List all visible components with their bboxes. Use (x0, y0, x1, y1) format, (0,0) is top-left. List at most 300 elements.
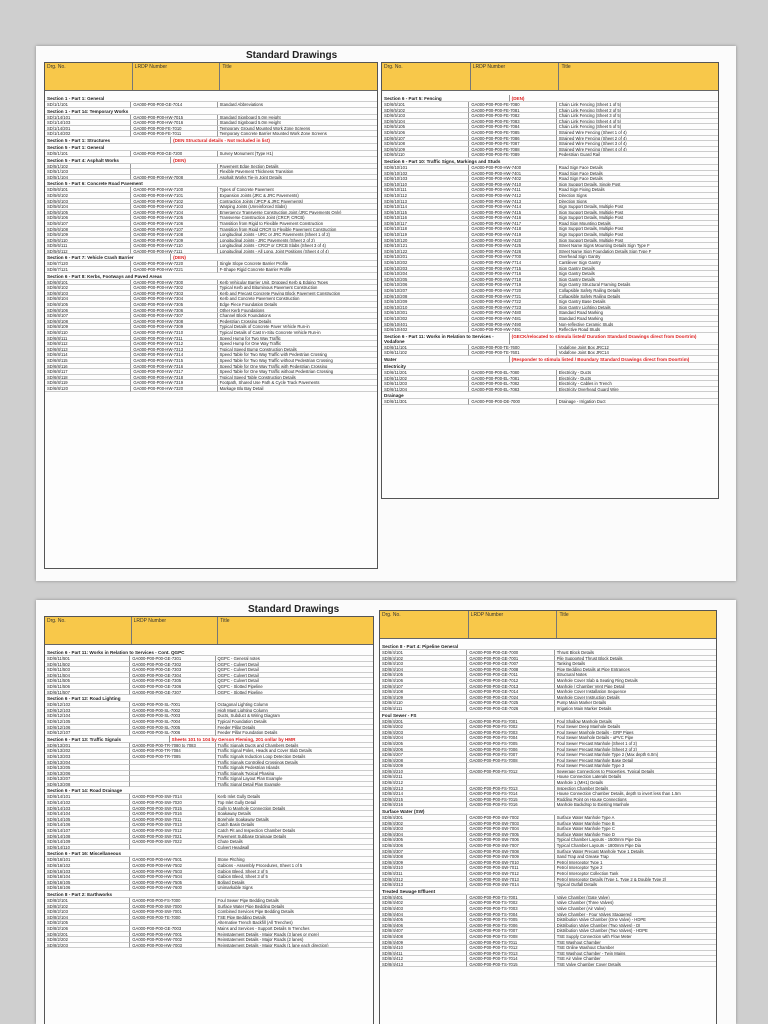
lrdp-number-cell: GA000-P00-P00-HW-7310 (131, 330, 217, 336)
drg-no-cell: SD/6/10/118 (382, 226, 469, 232)
title-cell: Standard Signboard 5.0m Height (218, 120, 377, 126)
lrdp-number-cell: GA000-P00-P00-TS-7002 (467, 900, 554, 906)
title-cell: Electricity - Ducts (557, 376, 718, 382)
title-cell: Sign Gantry Details (557, 277, 718, 283)
lrdp-number-cell: GA000-P00-P00-HW-7481 (469, 316, 556, 322)
drg-no-cell: SD/6/10/402 (382, 327, 469, 333)
lrdp-number-cell: GA000-P00-P00-TS-7008 (467, 934, 554, 940)
lrdp-number-cell: GA000-P00-P00-SW-7010 (467, 860, 554, 866)
drg-no-cell: SD/5/6/112 (45, 249, 131, 255)
lrdp-number-cell: GA000-P00-P00-HW-7308 (131, 319, 217, 325)
drg-no-cell: SD/8/4/312 (380, 877, 467, 883)
section-heading-row (380, 888, 716, 895)
drg-no-cell: SD/8/4/311 (380, 871, 467, 877)
section-note: (DEN) (510, 95, 718, 102)
title-cell: Pile Supported Thrust Block Details (555, 656, 716, 662)
lrdp-number-cell: GA000-P00-P00-EL-7080 (469, 370, 556, 376)
drg-no-cell: SD/6/12/102 (45, 702, 130, 708)
lrdp-number-cell: GA000-P00-P00-TS-7013 (467, 951, 554, 957)
drg-no-cell: SD/6/10/113 (382, 199, 469, 205)
title-cell: TSE Supply Connection with Flow Meter (555, 934, 716, 940)
section-heading-row (380, 808, 716, 815)
title-cell: TSE Air Valve Chamber (555, 956, 716, 962)
title-cell: Warping Joints (Unreinforced Slabs) (218, 204, 377, 210)
title-cell: Foul Sewer Deep Manhole Details (555, 724, 716, 730)
title-cell: Surface Water Manhole Type D (555, 832, 716, 838)
lrdp-number-cell: GA000-P00-P00-FS-7002 (467, 724, 554, 730)
lrdp-number-cell: GA000-P00-P00-SW-7001 (130, 909, 215, 915)
title-cell: Road Sign Face Details (557, 171, 718, 177)
lrdp-number-cell: GA000-P00-P00-HW-7314 (131, 352, 217, 358)
lrdp-number-cell: GA000-P00-P00-GE-7302 (130, 662, 215, 668)
drg-no-cell: SD/8/4/205 (380, 741, 467, 747)
lrdp-number-cell: GA000-P00-P00-SW-7002 (467, 815, 554, 821)
title-cell: Irrigation Main Marker Details (555, 706, 716, 712)
lrdp-number-cell: GA000-P00-P00-HW-7108 (131, 232, 217, 238)
title-cell: Reinstatement Details - Major Roads (1 lane each direction) (216, 943, 373, 949)
title-cell: Sign Support Details, Multiple Post (557, 215, 718, 221)
section-heading-row (45, 891, 373, 898)
lrdp-number-cell: GA000-P00-P00-GE-7012 (467, 678, 554, 684)
lrdp-number-cell: GA000-P00-P00-HW-7300 (131, 280, 217, 286)
title-cell: Pump Main Marker Details (555, 700, 716, 706)
drg-no-cell: SD/6/10/120 (382, 238, 469, 244)
lrdp-number-cell: GA000-P00-P00-GE-7304 (130, 673, 215, 679)
lrdp-number-cell: GA000-P00-P00-GE-7301 (130, 656, 215, 662)
lrdp-number-cell: GA000-P00-P00-HW-7722 (469, 299, 556, 305)
section-heading: Treated Sewage Effluent (380, 888, 716, 895)
drg-no-cell: SD/6/10/111 (382, 187, 469, 193)
section-heading-row (380, 643, 716, 650)
section-heading: Water (382, 356, 510, 363)
drawings-table-right (379, 610, 717, 1024)
lrdp-number-cell: GA000-P00-P00-HW-7420 (469, 238, 556, 244)
title-cell: Standard Signboard 5.0m Height (218, 115, 377, 121)
lrdp-number-cell: GA000-P00-P00-HW-7414 (469, 204, 556, 210)
lrdp-number-cell: GA000-P00-P00-SL-7001 (130, 702, 215, 708)
lrdp-number-cell: GA000-P00-P00-HW-7718 (469, 277, 556, 283)
drawings-table-left (44, 616, 374, 1024)
lrdp-number-cell: GA000-P00-P00-DE-7000 (469, 399, 556, 405)
lrdp-number-cell: GA000-P00-P00-TR-7084 (130, 748, 215, 754)
drg-no-cell: SD/6/10/201 (382, 254, 469, 260)
lrdp-number-cell: GA000-P00-P00-GE-7024 (467, 695, 554, 701)
title-cell: Surface Water Pipe Bedding Details (216, 904, 373, 910)
drg-no-cell: SD/6/11/301 (382, 399, 469, 405)
title-cell: Direction Signs (557, 193, 718, 199)
drg-no-cell: SD/8/4/105 (380, 672, 467, 678)
title-cell: Kerb Vehicular Barrier Unit, Dropped Kerb & Edging Types (218, 280, 377, 286)
title-cell: Foul Sewer Precast Manhole (Sheet 2 of 2) (555, 747, 716, 753)
drg-no-cell: SD/6/5/103 (382, 113, 469, 119)
drg-no-cell: SD/8/4/208 (380, 758, 467, 764)
title-cell: Strained Wire Fencing (Sheet 3 of 4) (557, 141, 718, 147)
section-heading-row (382, 363, 718, 370)
title-cell: Petrol Interceptor Type 1 (555, 860, 716, 866)
lrdp-number-cell: GA000-P00-P00-FS-7008 (467, 758, 554, 764)
lrdp-number-cell: GA000-P00-P00-FS-7004 (467, 735, 554, 741)
lrdp-number-cell: GA000-P00-P00-HW-7716 (469, 271, 556, 277)
header-lrdp-number: LRDP Number (132, 617, 219, 644)
lrdp-number-cell: GA000-P00-P00-HW-7501 (130, 857, 215, 863)
title-cell: Flexible Pavement Thickness Transition (218, 169, 377, 175)
drg-no-cell: SD/6/11/507 (45, 690, 130, 696)
section-note: (DEN) (171, 157, 377, 164)
title-cell: Foul Sewer Precast Manhole Type 2 (Max depth 6.0m) (555, 752, 716, 758)
title-cell: Distribution Valve Chamber (One Valve) - HDPE (555, 917, 716, 923)
title-cell: Inspection Chamber Details (555, 786, 716, 792)
drg-no-cell: SD/8/4/210 (380, 769, 467, 775)
drg-no-cell: SD/6/16/101 (45, 857, 130, 863)
lrdp-number-cell: GA000-P00-P00-FS-7007 (467, 752, 554, 758)
lrdp-number-cell: GA000-P00-P00-HW-7416 (469, 215, 556, 221)
section-heading-row (45, 649, 373, 656)
drg-no-cell: SD/5/6/111 (45, 243, 131, 249)
drg-no-cell: SD/5/1/102 (45, 164, 131, 170)
drg-no-cell: SD/8/4/406 (380, 923, 467, 929)
title-cell: Overhead Sign Gantry (557, 254, 718, 260)
lrdp-number-cell: GA000-P00-P00-HW-7721 (469, 294, 556, 300)
section-heading: Section 8 - Part 4: Pipeline General (380, 643, 716, 650)
drg-no-cell: SD/6/10/208 (382, 294, 469, 300)
title-cell: QGPC - Slotted Pipeline (216, 690, 373, 696)
title-cell: Gabions - Assembly Procedures, Sheet 1 of 5 (216, 863, 373, 869)
title-cell: Manhole Cover Slab & Seating Ring Details (555, 678, 716, 684)
title-cell: Street Name Signs Mounting Details Sign Type F (557, 243, 718, 249)
drg-no-cell: SD/5/1/103 (45, 169, 131, 175)
section-heading-row (45, 95, 377, 102)
drg-no-cell: SD/6/8/108 (45, 319, 131, 325)
header-title: Title (561, 64, 571, 70)
lrdp-number-cell: GA000-P00-P00-SW-7007 (467, 843, 554, 849)
drg-no-cell: SD/6/10/203 (382, 266, 469, 272)
drg-no-cell: SD/8/4/408 (380, 934, 467, 940)
section-note: Sheets 101 to 104 by Gerson Fleming, 201 onllar by HMR (170, 736, 373, 743)
title-cell: Standard Road Marking (557, 310, 718, 316)
drg-no-cell: SD/6/13/205 (45, 765, 130, 771)
drg-no-cell: SD/6/11/504 (45, 673, 130, 679)
section-note: (DEN) (171, 254, 377, 261)
lrdp-number-cell: GA000-P00-P00-HW-7410 (469, 182, 556, 188)
drg-no-cell: SD/6/12/103 (45, 708, 130, 714)
page-1 (36, 46, 736, 581)
title-cell: Typical Foundation Details (216, 719, 373, 725)
title-cell: Sign Gantry Base Details (557, 299, 718, 305)
drg-no-cell: SD/8/4/404 (380, 912, 467, 918)
drg-no-cell: SD/6/10/114 (382, 204, 469, 210)
section-heading: Section 1 - Part 14: Temporary Works (45, 108, 377, 115)
drg-no-cell: SD/6/8/101 (45, 280, 131, 286)
title-cell: Survey Monument (Type H1) (218, 151, 377, 157)
lrdp-number-cell: GA000-P00-P00-GE-7001 (467, 656, 554, 662)
section-note: (GECK/relocated to stimula listed/ Duration Standard Drawings direct from Doortrim) (510, 333, 718, 345)
title-cell: Collapsible Safety Railing Details (557, 294, 718, 300)
drg-no-cell: SD/6/11/505 (45, 678, 130, 684)
title-cell: Foul Sewer Precast Manhole (Sheet 1 of 2) (555, 741, 716, 747)
drg-no-cell: SD/6/10/103 (382, 176, 469, 182)
title-cell: Sign Gantry Structural Framing Details (557, 282, 718, 288)
section-heading-row (45, 850, 373, 857)
title-cell: Longitudinal Joints - URC or JRC Pavements (Sheet 1 of 2) (218, 232, 377, 238)
drg-no-cell: SD/8/4/213 (380, 786, 467, 792)
drg-no-cell: SD/6/10/301 (382, 310, 469, 316)
drg-no-cell: SD/5/6/105 (45, 210, 131, 216)
lrdp-number-cell: GA000-P00-P00-HW-7412 (469, 193, 556, 199)
section-heading-row (382, 95, 718, 102)
drg-no-cell: SD/5/6/110 (45, 238, 131, 244)
drg-no-cell: SD/8/4/307 (380, 849, 467, 855)
drg-no-cell: SD/6/10/401 (382, 322, 469, 328)
lrdp-number-cell: GA000-P00-P00-TS-7006 (467, 923, 554, 929)
title-cell: Traffic Signals Typical Phasing (216, 771, 373, 777)
lrdp-number-cell: GA000-P00-P00-SW-7016 (130, 811, 215, 817)
drg-no-cell: SD/8/4/108 (380, 689, 467, 695)
drg-no-cell: SD/6/10/112 (382, 193, 469, 199)
title-cell: Electricity Overhead Guard Wire (557, 387, 718, 393)
drg-no-cell: SD/6/5/101 (382, 102, 469, 108)
drg-no-cell: SD/1/14/101 (45, 115, 131, 121)
title-cell: Surface Water Manhole Type B (555, 821, 716, 827)
lrdp-number-cell: GA000-P00-P00-HW-7220 (131, 261, 217, 267)
drg-no-cell: SD/8/4/303 (380, 826, 467, 832)
lrdp-number-cell: GA000-P00-P00-HW-7419 (469, 232, 556, 238)
section-heading: Section 6 - Part 10: Traffic Signs, Markings and Studs (382, 158, 718, 165)
drg-no-cell: SD/6/11/204 (382, 387, 469, 393)
drg-no-cell: SD/6/10/206 (382, 282, 469, 288)
title-cell: Other Kerb Foundations (218, 308, 377, 314)
title-cell: Road Sign Fixing Details (557, 187, 718, 193)
header-drg-no: Drg. No. (45, 617, 132, 644)
drg-no-cell: SD/8/4/215 (380, 797, 467, 803)
section-heading: Surface Water (SW) (380, 808, 716, 815)
drg-no-cell: SD/6/10/115 (382, 210, 469, 216)
section-heading: Drainage (382, 392, 718, 399)
title-cell: Chain Link Fencing (Sheet 1 of 5) (557, 102, 718, 108)
title-cell: Gabion Bleed, Sheet 2 of 5 (216, 869, 373, 875)
title-cell: TSE Washout Chamber - Twin Mains (555, 951, 716, 957)
drg-no-cell: SD/8/4/104 (380, 667, 467, 673)
lrdp-number-cell: GA000-P00-P00-EL-7082 (469, 381, 556, 387)
table-row (45, 943, 373, 949)
lrdp-number-cell: GA000-P00-P00-HW-7305 (131, 302, 217, 308)
title-cell: Strained Wire Fencing (Sheet 1 of 4) (557, 130, 718, 136)
lrdp-number-cell: GA000-P00-P00-FE-7011 (131, 131, 217, 137)
header-title: Title (222, 64, 232, 70)
title-cell: Traffic Signals Controlled Crossings Details (216, 760, 373, 766)
section-heading-row (45, 180, 377, 187)
lrdp-number-cell: GA000-P00-P00-HW-7102 (131, 199, 217, 205)
drg-no-cell: SD/6/8/107 (45, 313, 131, 319)
lrdp-number-cell: GA000-P00-P00-GE-7305 (130, 678, 215, 684)
title-cell: High Mast Lighting Column (216, 708, 373, 714)
lrdp-number-cell: GA000-P00-P00-SW-7022 (130, 839, 215, 845)
lrdp-number-cell: GA000-P00-P00-HW-7715 (469, 266, 556, 272)
title-cell: QGPC - Culvert Detail (216, 678, 373, 684)
drg-no-cell: SD/6/7/121 (45, 267, 131, 273)
drg-no-cell: SD/8/4/409 (380, 940, 467, 946)
lrdp-number-cell: GA000-P00-P00-TR-7080 to 7083 (130, 743, 215, 749)
lrdp-number-cell: GA000-P00-P00-GE-7003 (130, 926, 215, 932)
title-cell: Manhole 1 (MH1) Details (555, 780, 716, 786)
drg-no-cell: SD/8/4/101 (380, 650, 467, 656)
title-cell: QGPC - Slotted Pipeline (216, 684, 373, 690)
lrdp-number-cell: GA000-P00-P00-HW-7490 (469, 322, 556, 328)
title-cell: Pedestrian Crossing Details (218, 319, 377, 325)
drg-no-cell: SD/6/8/116 (45, 364, 131, 370)
title-cell: Typical Outfall Details (555, 882, 716, 888)
title-cell: Strained Wire Fencing (Sheet 4 of 4) (557, 147, 718, 153)
drg-no-cell: SD/6/11/506 (45, 684, 130, 690)
drg-no-cell: SD/6/12/104 (45, 713, 130, 719)
drawings-table-right (381, 62, 719, 499)
lrdp-number-cell: GA000-P00-P00-HW-7101 (131, 193, 217, 199)
lrdp-number-cell: GA000-P00-P00-HW-7303 (131, 291, 217, 297)
drg-no-cell: SD/6/11/202 (382, 376, 469, 382)
section-heading-row (45, 254, 377, 261)
title-cell: Reflective Road Studs (557, 327, 718, 333)
title-cell: Traffic Signals Pedestrian Islands (216, 765, 373, 771)
title-cell: Surface Water Manhole Type A (555, 815, 716, 821)
title-cell: Drainage - Irrigation Duct (557, 399, 718, 405)
title-cell: QGPC - Culvert Detail (216, 667, 373, 673)
drg-no-cell: SD/6/12/105 (45, 719, 130, 725)
title-cell: Sign Support Details, Multiple Post (557, 210, 718, 216)
section-heading: Section 5 - Part 4: Asphalt Works (45, 157, 171, 164)
lrdp-number-cell: GA000-P00-P00-HW-7315 (131, 358, 217, 364)
lrdp-number-cell: GA000-P00-P00-FS-7000 (130, 898, 215, 904)
lrdp-number-cell: GA000-P00-P00-FE-7086 (469, 136, 556, 142)
drg-no-cell: SD/6/8/105 (45, 302, 131, 308)
lrdp-number-cell: GA000-P00-P00-SW-7000 (130, 904, 215, 910)
drg-no-cell: SD/5/6/107 (45, 221, 131, 227)
title-cell: Chain Link Fencing (Sheet 3 of 5) (557, 113, 718, 119)
lrdp-number-cell: GA000-P00-P00-HW-7316 (131, 364, 217, 370)
title-cell: Kerb and Precast Concrete Paving Block Pavement Construction (218, 291, 377, 297)
title-cell: Standard Road Marking (557, 316, 718, 322)
drg-no-cell: SD/8/2/102 (45, 904, 130, 910)
lrdp-number-cell: GA000-P00-P00-SW-7005 (467, 832, 554, 838)
lrdp-number-cell: GA000-P00-P00-HW-7320 (131, 386, 217, 392)
lrdp-number-cell: GA000-P00-P00-HW-7723 (469, 305, 556, 311)
title-cell: Catch Basin Details (216, 822, 373, 828)
lrdp-number-cell: GA000-P00-P00-HW-7312 (131, 341, 217, 347)
lrdp-number-cell: GA000-P00-P00-HW-7104 (131, 210, 217, 216)
lrdp-number-cell: GA000-P00-P00-HW-7302 (131, 285, 217, 291)
drg-no-cell: SD/8/4/201 (380, 719, 467, 725)
section-heading: Section 6 - Part 8: Kerbs, Footways and Paved Areas (45, 273, 377, 280)
lrdp-number-cell: GA000-P00-P00-HW-7103 (131, 204, 217, 210)
title-cell: Rodding Point on House Connections (555, 797, 716, 803)
lrdp-number-cell: GA000-P00-P00-HW-7107 (131, 227, 217, 233)
drg-no-cell: SD/6/13/203 (45, 754, 130, 760)
title-cell: Temporary Concrete Barrier Mounted Work Zone Screens (218, 131, 377, 137)
lrdp-number-cell: GA000-P00-P00-HW-7418 (469, 226, 556, 232)
drg-no-cell: SD/6/10/202 (382, 260, 469, 266)
title-cell: Manhole Cover Installation Sequence (555, 689, 716, 695)
lrdp-number-cell: GA000-P00-P00-FE-7087 (469, 141, 556, 147)
section-heading: Section 6 - Part 11: Works in Relation to Services - Vodafone (382, 333, 510, 345)
title-cell: Chain Link Fencing (Sheet 2 of 5) (557, 108, 718, 114)
drg-no-cell: SD/6/14/109 (45, 839, 130, 845)
section-heading-row (45, 108, 377, 115)
lrdp-number-cell: GA000-P00-P00-SW-7009 (467, 854, 554, 860)
title-cell: Sign Gantry Details (557, 271, 718, 277)
title-cell: House Connection Laterals Details (555, 774, 716, 780)
lrdp-number-cell: GA000-P00-P00-FE-7082 (469, 113, 556, 119)
title-cell: Top Inlet Gully Detail (216, 800, 373, 806)
drg-no-cell: SD/6/10/205 (382, 277, 469, 283)
section-heading: Section 5 - Part 6: Concrete Road Pavement (45, 180, 377, 187)
drg-no-cell: SD/6/13/207 (45, 776, 130, 782)
lrdp-number-cell: GA000-P00-P00-SW-7011 (467, 865, 554, 871)
drg-no-cell: SD/8/2/103 (45, 909, 130, 915)
section-heading-row (382, 392, 718, 399)
drg-no-cell: SD/5/6/109 (45, 232, 131, 238)
title-cell: Distribution Valve Chamber (Two Valves) - DI (555, 923, 716, 929)
lrdp-number-cell: GA000-P00-P00-FE-7084 (469, 124, 556, 130)
page-2 (36, 600, 736, 1024)
title-cell: Valve Chamber (Three Valves) (555, 900, 716, 906)
drg-no-cell: SD/8/4/202 (380, 724, 467, 730)
title-cell: Tanking Details (555, 661, 716, 667)
title-cell: Traffic Signal Poles, Heads and Cover Slab Details (216, 748, 373, 754)
drg-no-cell: SD/6/13/204 (45, 760, 130, 766)
drg-no-cell: SD/8/4/103 (380, 661, 467, 667)
drg-no-cell: SD/6/5/105 (382, 124, 469, 130)
lrdp-number-cell: GA000-P00-P00-HW-7417 (469, 221, 556, 227)
drg-no-cell: SD/8/4/109 (380, 695, 467, 701)
drg-no-cell: SD/6/8/115 (45, 358, 131, 364)
lrdp-number-cell: GA000-P00-P00-HW-7411 (469, 187, 556, 193)
title-cell: QGPC - General notes (216, 656, 373, 662)
title-cell: Octagonal Lighting Column (216, 702, 373, 708)
lrdp-number-cell: GA000-P00-P00-HW-7400 (469, 165, 556, 171)
drg-no-cell: SD/6/13/202 (45, 748, 130, 754)
drg-no-cell: SD/8/4/305 (380, 837, 467, 843)
title-cell: Foul Sewer Manhole Details - uPVC Pipe (555, 735, 716, 741)
lrdp-number-cell: GA000-P00-P00-HW-7015 (131, 115, 217, 121)
title-cell: Catch Pit and Inspection Chamber Details (216, 828, 373, 834)
lrdp-number-cell: GA000-P00-P00-FS-7001 (467, 719, 554, 725)
lrdp-number-cell: GA000-P00-P00-TS-7012 (467, 945, 554, 951)
title-cell: Speed Hump for Two Way Traffic (218, 336, 377, 342)
title-cell: Expansion Joints (JRC & JRC Pavements) (218, 193, 377, 199)
section-heading: Section 6 - Part 16: Miscellaneous (45, 850, 373, 857)
title-cell: QGPC - Culvert Detail (216, 662, 373, 668)
lrdp-number-cell: GA000-P00-P00-GE-7011 (467, 672, 554, 678)
drg-no-cell: SD/6/11/203 (382, 381, 469, 387)
drg-no-cell: SD/6/8/119 (45, 380, 131, 386)
drg-no-cell: SD/6/10/209 (382, 299, 469, 305)
lrdp-number-cell: GA000-P00-P00-SW-7011 (130, 817, 215, 823)
drg-no-cell: SD/8/4/211 (380, 774, 467, 780)
title-cell: Longitudinal Joints - All Long. Joint Positions (Sheet 4 of 4) (218, 249, 377, 255)
title-cell: Speed Hump for One Way Traffic (218, 341, 377, 347)
section-heading-row (45, 736, 373, 743)
lrdp-number-cell: GA000-P00-P00-SW-7012 (467, 871, 554, 877)
lrdp-number-cell: GA000-P00-P00-HW-7480 (469, 310, 556, 316)
lrdp-number-cell: GA000-P00-P00-HW-7001 (130, 932, 215, 938)
title-cell: Ducts, Subduct & Wiring Diagram (216, 713, 373, 719)
drg-no-cell: SD/8/4/412 (380, 956, 467, 962)
title-cell: Road Sign Face Details (557, 165, 718, 171)
title-cell: Chain Link Fencing (Sheet 5 of 5) (557, 124, 718, 130)
title-cell: Manhole Backdrop to Existing Manhole (555, 802, 716, 808)
section-heading-row (45, 695, 373, 702)
title-cell: Vodafone Joint Box JRC12 (557, 345, 718, 351)
drg-no-cell: SD/6/16/103 (45, 869, 130, 875)
title-cell: Sign Support Details, Multiple Post (557, 232, 718, 238)
